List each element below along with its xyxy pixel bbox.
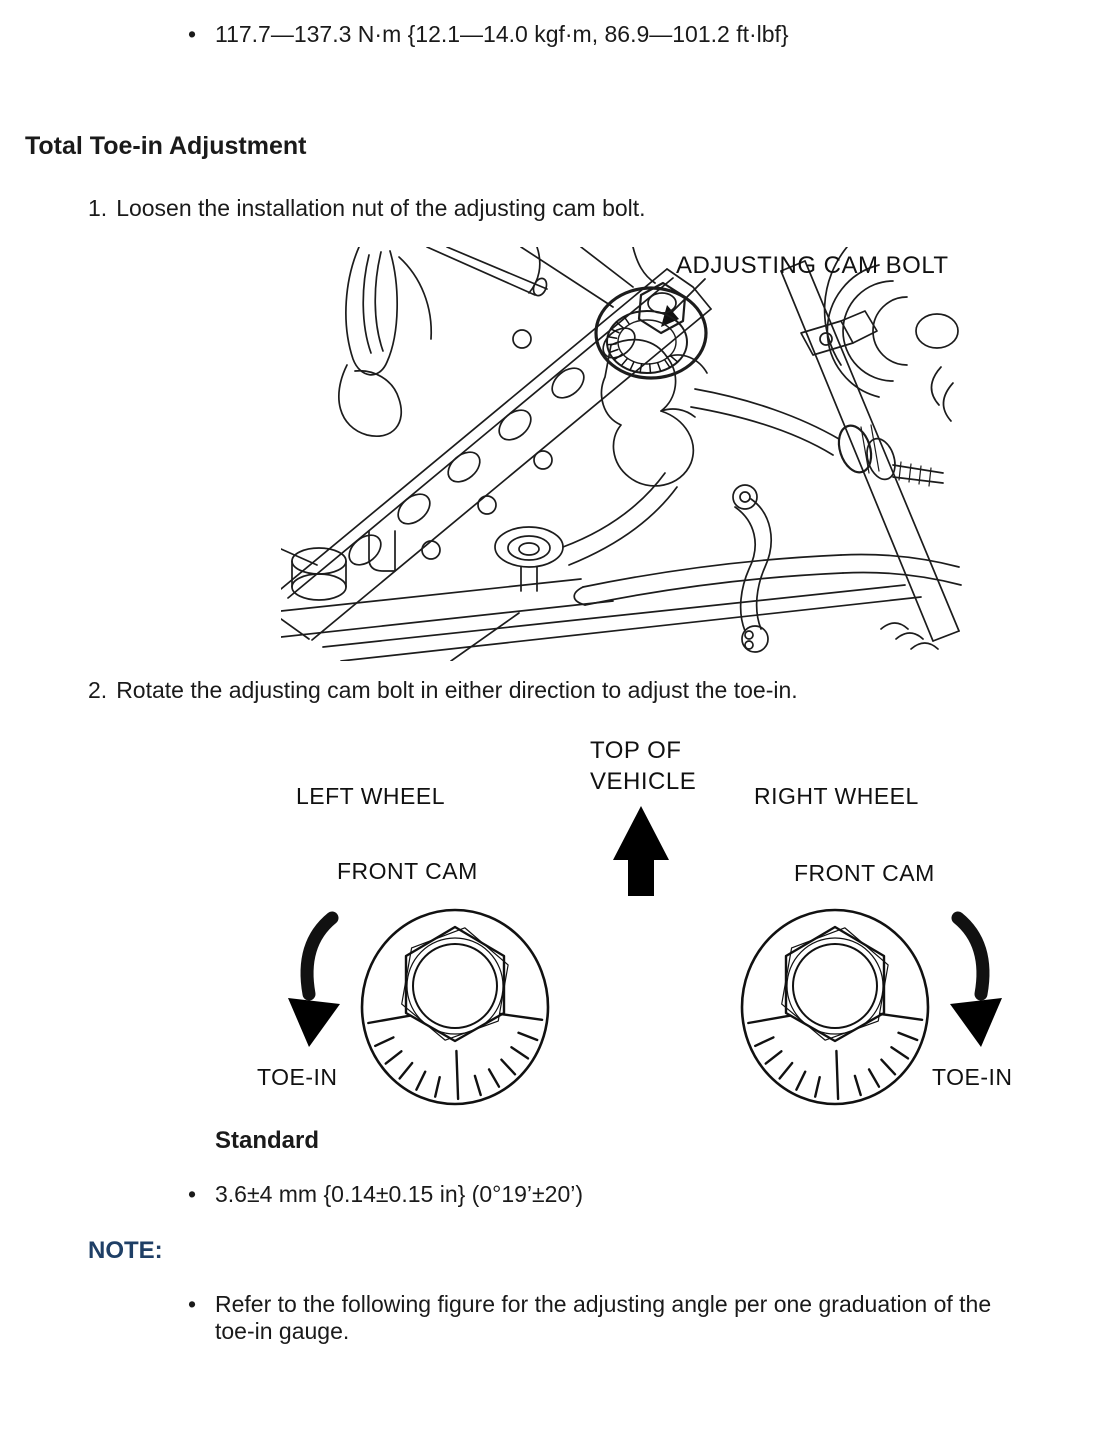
step-2 [88, 677, 798, 704]
bottom-coil-marks [881, 623, 938, 649]
lower-arm [563, 473, 677, 565]
bullet-dot: • [188, 1181, 197, 1207]
figure1-callout-label: ADJUSTING CAM BOLT [676, 252, 949, 279]
torque-spec-text: 117.7—137.3 N·m {12.1—14.0 kgf·m, 86.9—101.2 ft·lbf} [215, 21, 789, 47]
standard-heading: Standard [215, 1127, 320, 1154]
step-1-text: Loosen the installation nut of the adjusting cam bolt. [116, 195, 646, 221]
figure-suspension-illustration [281, 247, 965, 661]
section-title: Total Toe-in Adjustment [25, 132, 307, 160]
note-bullet [188, 1291, 991, 1345]
upper-arm [691, 389, 943, 486]
toe-in-right-label: TOE-IN [932, 1064, 1013, 1090]
note-text-line1: Refer to the following figure for the adjusting angle per one graduation of the [215, 1291, 992, 1317]
left-rotation-arrow [288, 918, 340, 1047]
step-1-number: 1. [88, 195, 108, 221]
bullet-dot: • [188, 1291, 197, 1317]
left-wheel-label: LEFT WHEEL [296, 783, 445, 809]
note-text-line2: toe-in gauge. [215, 1318, 350, 1344]
top-of-vehicle-label [590, 735, 696, 797]
right-cam-graduations [748, 1014, 922, 1099]
note-text [215, 1291, 991, 1345]
top-of-vehicle-line2: VEHICLE [590, 768, 697, 795]
front-cam-left-label: FRONT CAM [337, 858, 478, 884]
step-1 [88, 195, 646, 222]
step-2-text: Rotate the adjusting cam bolt in either direction to adjust the toe-in. [116, 677, 798, 703]
top-of-vehicle-arrow [613, 806, 669, 896]
stabilizer-link [733, 485, 771, 652]
cv-boot [339, 247, 431, 436]
right-rotation-arrow [950, 918, 1002, 1047]
note-label: NOTE: [88, 1237, 163, 1264]
bullet-dot: • [188, 21, 197, 47]
left-cam [362, 910, 548, 1104]
right-cam [742, 910, 928, 1104]
top-of-vehicle-line1: TOP OF [590, 737, 682, 764]
torque-spec-bullet [188, 21, 789, 48]
standard-spec-bullet [188, 1181, 583, 1208]
toe-in-left-label: TOE-IN [257, 1064, 338, 1090]
standard-spec-text: 3.6±4 mm {0.14±0.15 in} (0°19’±20’) [215, 1181, 583, 1207]
front-cam-right-label: FRONT CAM [794, 860, 935, 886]
left-cam-graduations [368, 1014, 542, 1099]
right-wheel-label: RIGHT WHEEL [754, 783, 919, 809]
step-2-number: 2. [88, 677, 108, 703]
